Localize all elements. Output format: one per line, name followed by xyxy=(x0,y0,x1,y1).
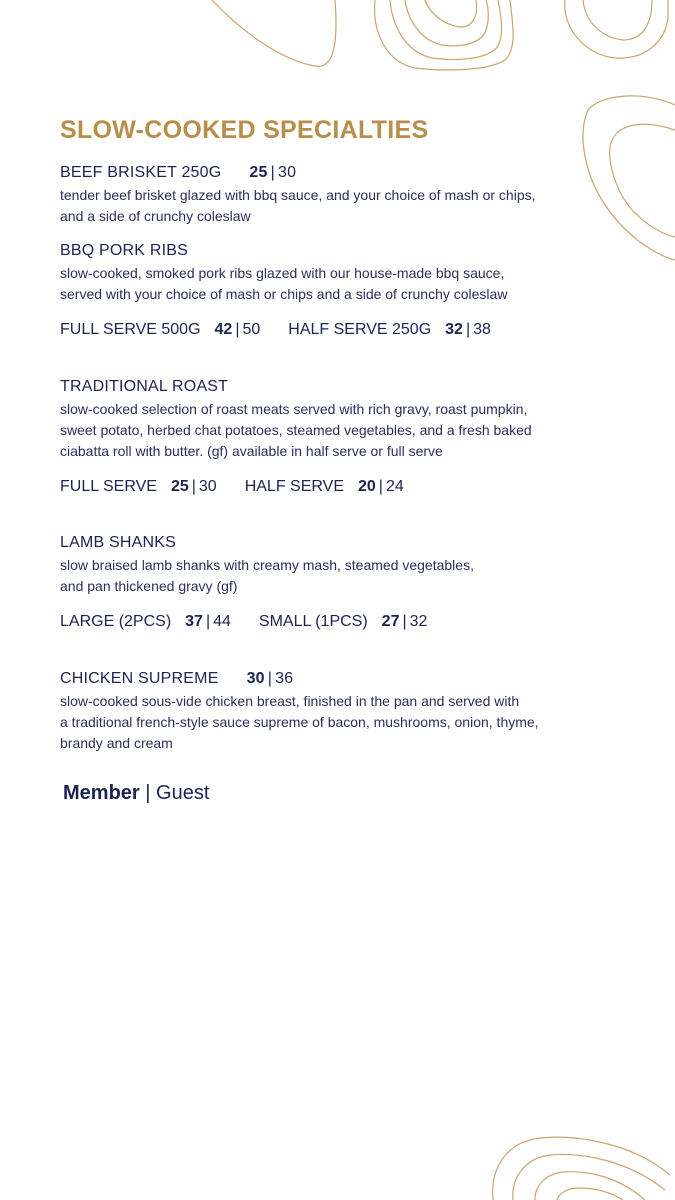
member-price: 42 xyxy=(214,321,233,338)
section-title: SLOW-COOKED SPECIALTIES xyxy=(60,116,429,144)
description-line: served with your choice of mash or chips and a side of crunchy coleslaw xyxy=(60,286,508,302)
description-line: sweet potato, herbed chat potatoes, steamed vegetables, and a fresh baked xyxy=(60,422,532,438)
description-line: slow-cooked sous-vide chicken breast, finished in the pan and served with xyxy=(60,693,520,709)
description-line: tender beef brisket glazed with bbq sauce, and your choice of mash or chips, xyxy=(60,187,536,203)
option-label: HALF SERVE 250G xyxy=(288,321,432,338)
member-price: 27 xyxy=(381,613,400,630)
serve-options-ribs: FULL SERVE 500G 42 | 50 HALF SERVE 250G 32 | 38 xyxy=(60,321,491,338)
item-name-row: BEEF BRISKET 250G 25 | 30 xyxy=(60,164,297,181)
item-description xyxy=(60,555,620,597)
description-line: slow-cooked selection of roast meats served with rich gravy, roast pumpkin, xyxy=(60,401,528,417)
description-line: ciabatta roll with butter. (gf) available in half serve or full serve xyxy=(60,443,443,459)
description-line: brandy and cream xyxy=(60,735,173,751)
guest-price: 30 xyxy=(198,478,217,495)
legend-separator: | xyxy=(145,782,151,804)
legend-member: Member xyxy=(63,782,140,804)
item-name-row: CHICKEN SUPREME 30 | 36 xyxy=(60,670,294,687)
description-line: slow-cooked, smoked pork ribs glazed with our house-made bbq sauce, xyxy=(60,265,505,281)
menu-item-chicken-supreme xyxy=(60,669,620,754)
menu-item-bbq-pork-ribs xyxy=(60,241,620,305)
guest-price: 24 xyxy=(385,478,404,495)
item-description xyxy=(60,185,620,227)
item-name: BEEF BRISKET 250G xyxy=(60,164,222,181)
guest-price: 36 xyxy=(275,670,294,687)
member-price: 32 xyxy=(445,321,463,338)
member-price: 30 xyxy=(246,670,265,687)
guest-price: 30 xyxy=(277,164,297,181)
serve-options-roast: FULL SERVE 25 | 30 HALF SERVE 20 | 24 xyxy=(60,478,404,495)
member-price: 25 xyxy=(249,164,268,181)
item-description xyxy=(60,691,620,754)
description-line: slow braised lamb shanks with creamy mash, steamed vegetables, xyxy=(60,557,474,573)
item-name: BBQ PORK RIBS xyxy=(60,242,188,259)
option-label: SMALL (1PCS) xyxy=(258,613,368,630)
serve-options-lamb: LARGE (2PCS) 37 | 44 SMALL (1PCS) 27 | 32 xyxy=(60,613,428,630)
member-price: 37 xyxy=(185,613,203,630)
menu-item-traditional-roast xyxy=(60,377,620,462)
option-label: FULL SERVE 500G xyxy=(60,321,201,338)
contour-decoration-bottom xyxy=(485,1130,675,1200)
item-description xyxy=(60,263,620,305)
option-label: LARGE (2PCS) xyxy=(60,613,172,630)
contour-decoration-top xyxy=(200,0,675,80)
option-label: FULL SERVE xyxy=(60,478,157,495)
member-price: 20 xyxy=(357,478,376,495)
description-line: and a side of crunchy coleslaw xyxy=(60,208,251,224)
item-name: TRADITIONAL ROAST xyxy=(60,378,229,395)
price-legend xyxy=(63,782,209,805)
menu-item-beef-brisket xyxy=(60,163,620,227)
guest-price: 38 xyxy=(473,321,491,338)
item-description xyxy=(60,399,620,462)
option-label: HALF SERVE xyxy=(244,478,344,495)
guest-price: 44 xyxy=(213,613,231,630)
member-price: 25 xyxy=(170,478,189,495)
guest-price: 32 xyxy=(409,613,428,630)
item-name: CHICKEN SUPREME xyxy=(60,670,219,687)
description-line: a traditional french-style sauce supreme of bacon, mushrooms, onion, thyme, xyxy=(60,714,539,730)
item-name: LAMB SHANKS xyxy=(60,534,177,551)
description-line: and pan thickened gravy (gf) xyxy=(60,578,238,594)
legend-guest: Guest xyxy=(156,782,210,804)
guest-price: 50 xyxy=(242,321,261,338)
menu-item-lamb-shanks xyxy=(60,533,620,597)
